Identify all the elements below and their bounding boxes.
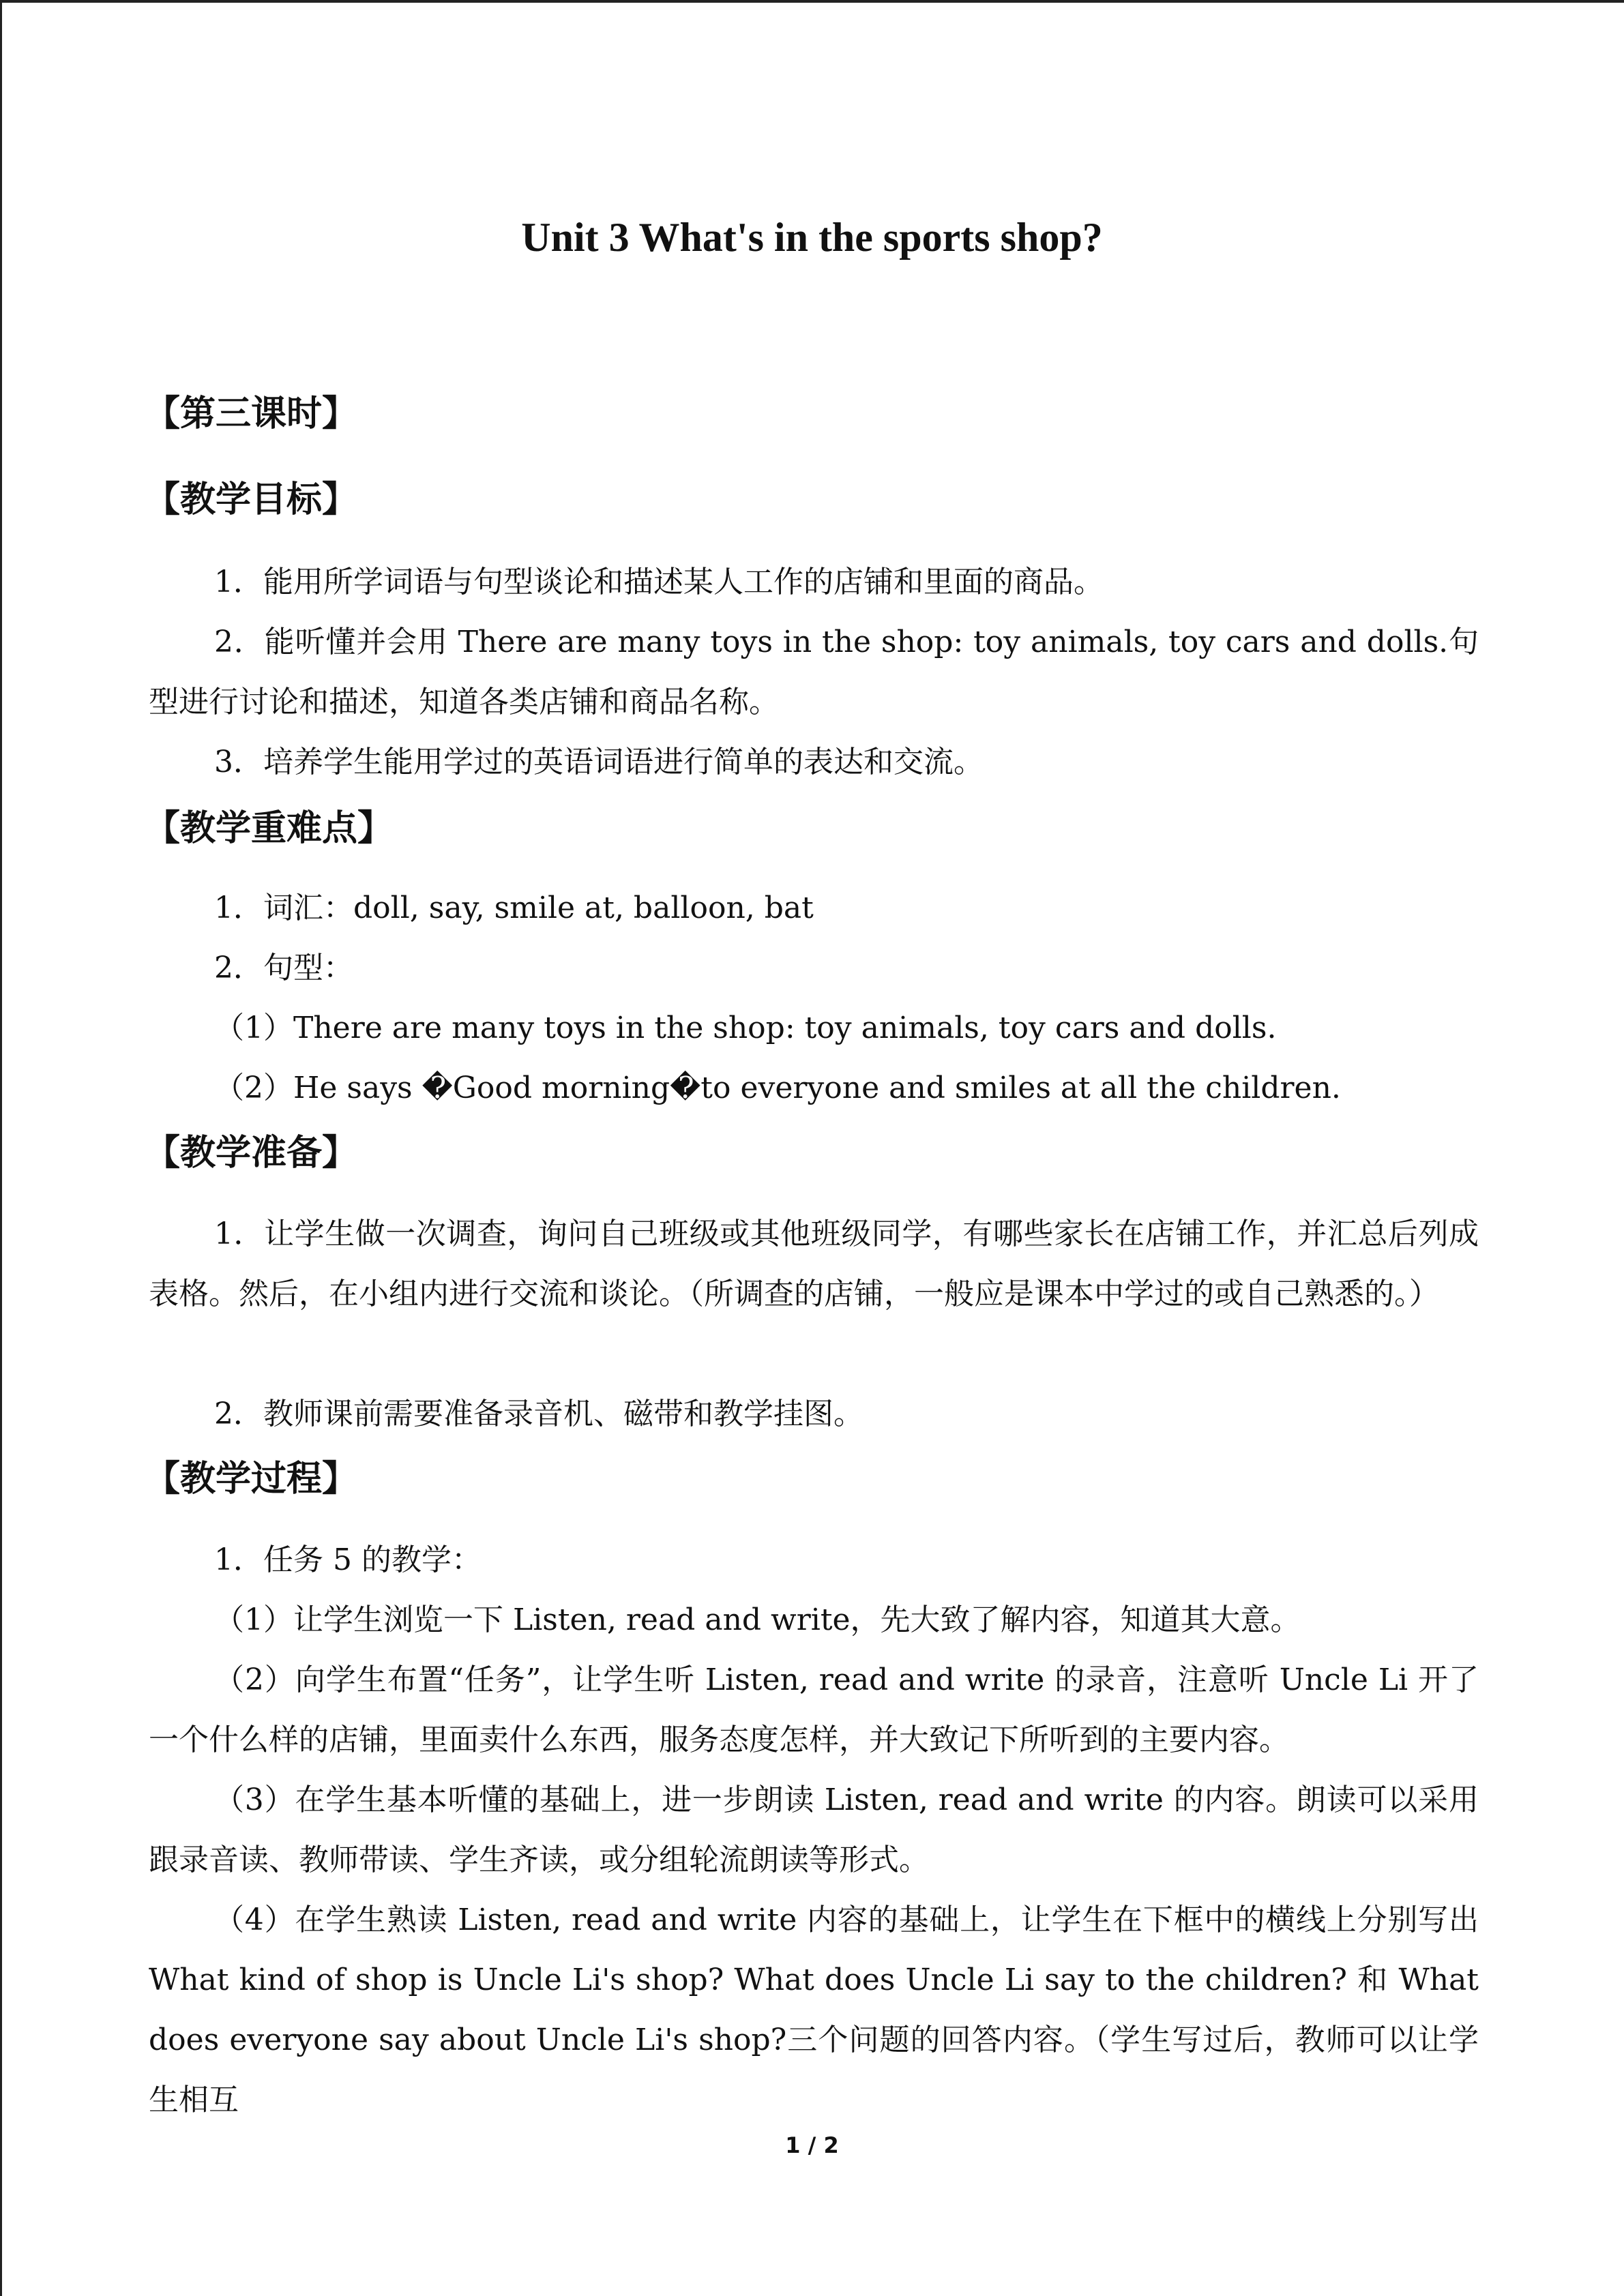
section-heading-key-points: 【教学重难点】: [145, 808, 394, 849]
page-left-border: [0, 0, 2, 2296]
process-item: （4）在学生熟读 Listen, read and write 内容的基础上，让学生在下框中的横线上分别写出 What kind of shop is Uncle Li's shop? What does Uncle Li say to the children? 和 What does everyone say about Uncle Li's shop?三个问题的回答内容。（学生写过后，教师可以让学生相互: [149, 1903, 1479, 2117]
process-item: （2）向学生布置“任务”，让学生听 Listen, read and write 的录音，注意听 Uncle Li 开了一个什么样的店铺，里面卖什么东西，服务态度怎样，并大致记下所听到的主要内容。: [149, 1663, 1479, 1757]
objective-item: 3．培养学生能用学过的英语词语进行简单的表达和交流。: [214, 745, 984, 779]
key-point-item: （2）He says �Good morning�to everyone and smiles at all the children.: [214, 1071, 1341, 1105]
document-title: Unit 3 What's in the sports shop?: [521, 215, 1103, 260]
preparation-item: 1．让学生做一次调查，询问自己班级或其他班级同学，有哪些家长在店铺工作，并汇总后列成表格。然后，在小组内进行交流和谈论。（所调查的店铺，一般应是课本中学过的或自己熟悉的。）: [149, 1217, 1479, 1311]
process-item: （3）在学生基本听懂的基础上，进一步朗读 Listen, read and write 的内容。朗读可以采用跟录音读、教师带读、学生齐读，或分组轮流朗读等形式。: [149, 1783, 1479, 1877]
section-heading-objectives: 【教学目标】: [145, 479, 358, 520]
section-heading-process: 【教学过程】: [145, 1459, 358, 1500]
objective-item: 1．能用所学词语与句型谈论和描述某人工作的店铺和里面的商品。: [214, 565, 1104, 599]
process-item: 1．任务 5 的教学：: [214, 1542, 482, 1577]
objective-item: 2．能听懂并会用 There are many toys in the shop: toy animals, toy cars and dolls.句型进行讨论和描述，知道各类店铺和商品名称。: [149, 625, 1479, 719]
section-heading-lesson: 【第三课时】: [145, 393, 358, 434]
key-point-item: 2．句型：: [214, 951, 353, 985]
section-heading-preparation: 【教学准备】: [145, 1133, 358, 1174]
page-top-border: [0, 0, 1624, 3]
preparation-item: 2．教师课前需要准备录音机、磁带和教学挂图。: [214, 1397, 863, 1431]
key-point-item: 1．词汇：doll, say, smile at, balloon, bat: [214, 891, 814, 925]
process-item: （1）让学生浏览一下 Listen, read and write，先大致了解内容，知道其大意。: [214, 1602, 1301, 1637]
page-number: 1 / 2: [785, 2132, 839, 2158]
key-point-item: （1）There are many toys in the shop: toy animals, toy cars and dolls.: [214, 1011, 1277, 1045]
